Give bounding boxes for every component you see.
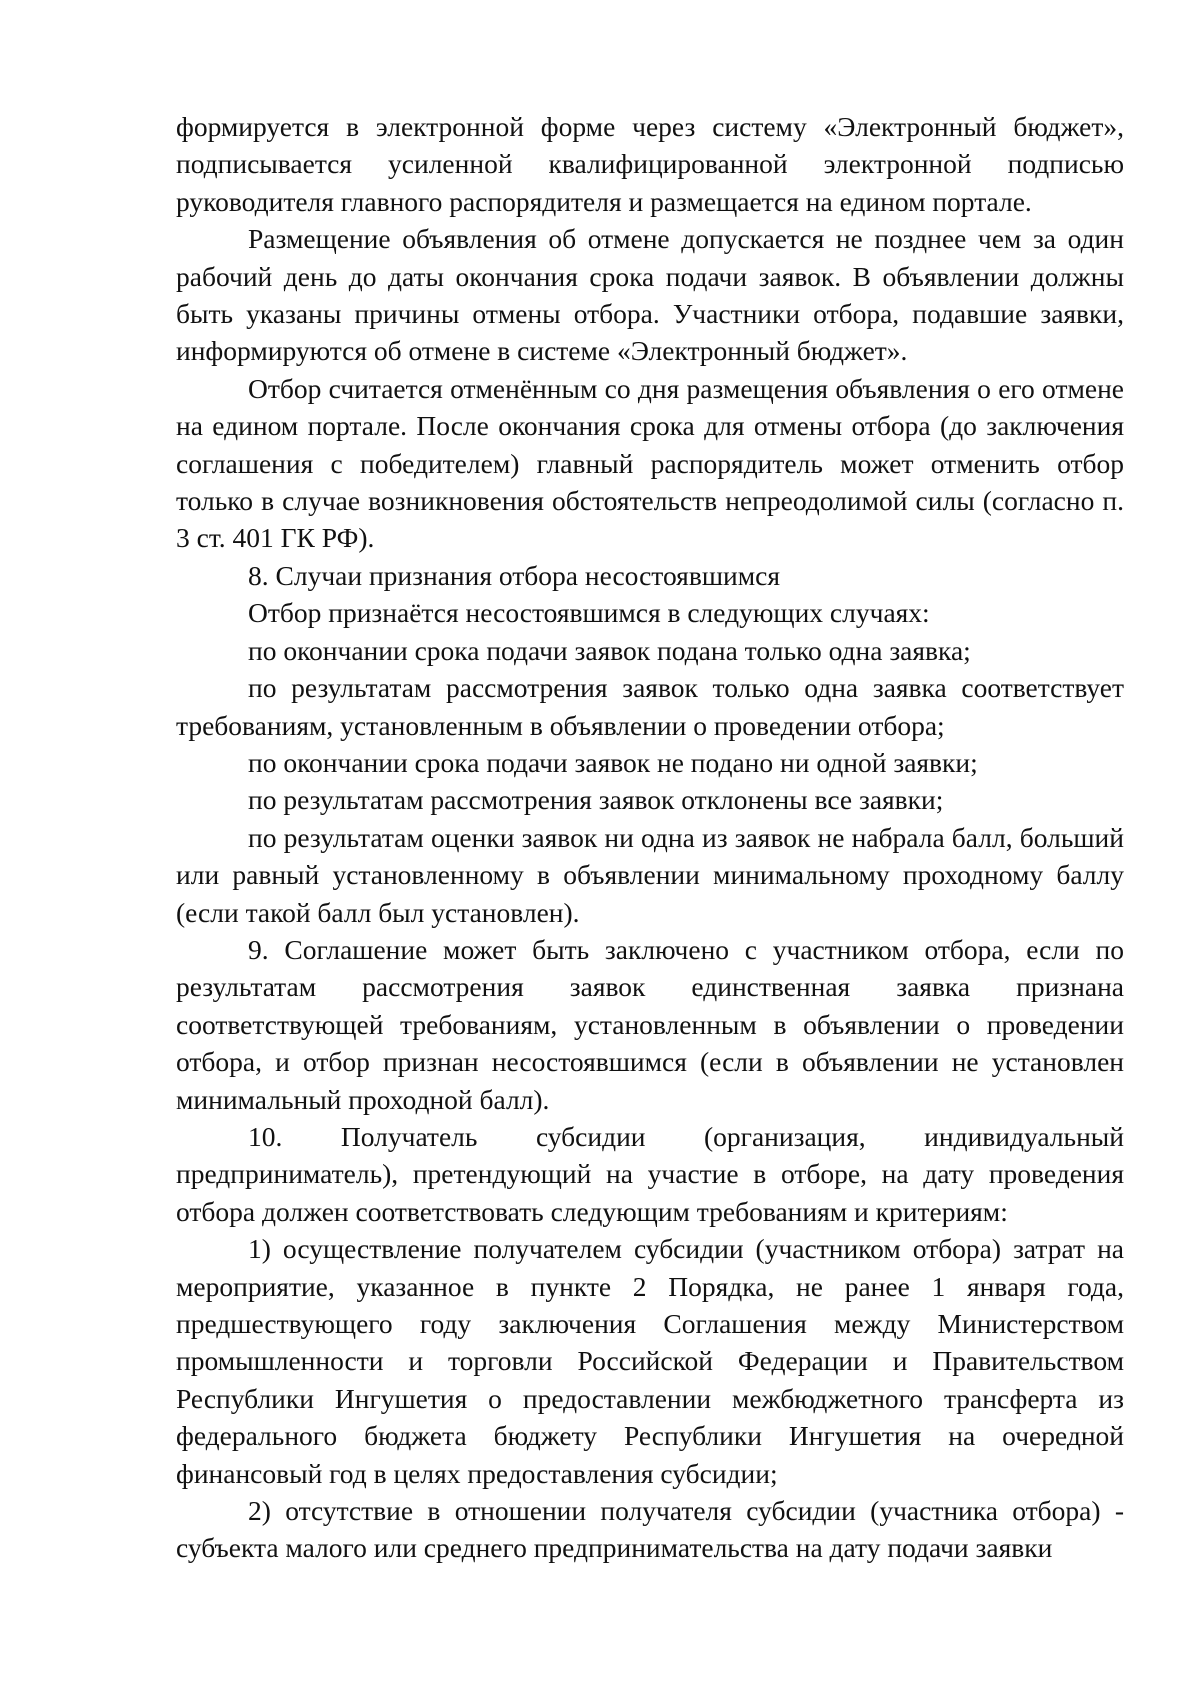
list-item-failed-case-3: по окончании срока подачи заявок не подано ни одной заявки; <box>248 746 978 778</box>
document-page <box>176 108 1124 1567</box>
requirement-item-2: 2) отсутствие в отношении получателя субсидии (участника отбора) - субъекта малого или среднего предпринимательства на дату подачи заявки <box>176 1495 1124 1564</box>
paragraph-failed-cases-intro: Отбор признаётся несостоявшимся в следующих случаях: <box>248 597 930 629</box>
list-item-failed-case-4: по результатам рассмотрения заявок отклонены все заявки; <box>248 784 944 816</box>
list-item-failed-case-5: по результатам оценки заявок ни одна из заявок не набрала балл, больший или равный установленному в объявлении минимальному проходному баллу (если такой балл был установлен). <box>176 821 1124 928</box>
list-item-failed-case-1: по окончании срока подачи заявок подана только одна заявка; <box>248 634 971 666</box>
list-item-failed-case-2: по результатам рассмотрения заявок только одна заявка соответствует требованиям, установленным в объявлении о проведении отбора; <box>176 672 1124 741</box>
paragraph-continuation: формируется в электронной форме через систему «Электронный бюджет», подписывается усиленной квалифицированной электронной подписью руководителя главного распорядителя и размещается на едином портале. <box>176 111 1124 217</box>
paragraph-cancellation-effect: Отбор считается отменённым со дня размещения объявления о его отмене на едином портале. После окончания срока для отмены отбора (до заключения соглашения с победителем) главный распорядитель может отменить отбор только в случае возникновения обстоятельств непреодолимой силы (согласно п. 3 ст. 401 ГК РФ). <box>176 372 1124 554</box>
section-10-requirements: 10. Получатель субсидии (организация, индивидуальный предприниматель), претендующий на участие в отборе, на дату проведения отбора должен соответствовать следующим требованиям и критериям: <box>176 1120 1124 1227</box>
requirement-item-1: 1) осуществление получателем субсидии (участником отбора) затрат на мероприятие, указанное в пункте 2 Порядка, не ранее 1 января года, предшествующего году заключения Соглашения между Министерством промышленности и торговли Российской Федерации и Правительством Республики Ингушетия о предоставлении межбюджетного трансферта из федерального бюджета бюджету Республики Ингушетия на очередной финансовый год в целях предоставления субсидии; <box>176 1233 1124 1489</box>
section-9-agreement: 9. Соглашение может быть заключено с участником отбора, если по результатам рассмотрения заявок единственная заявка признана соответствующей требованиям, установленным в объявлении о проведении отбора, и отбор признан несостоявшимся (если в объявлении не установлен минимальный проходной балл). <box>176 933 1124 1115</box>
paragraph-cancellation-notice: Размещение объявления об отмене допускается не позднее чем за один рабочий день до даты окончания срока подачи заявок. В объявлении должны быть указаны причины отмены отбора. Участники отбора, подавшие заявки, информируются об отмене в системе «Электронный бюджет». <box>176 223 1124 367</box>
section-heading-8: 8. Случаи признания отбора несостоявшимся <box>248 559 780 591</box>
